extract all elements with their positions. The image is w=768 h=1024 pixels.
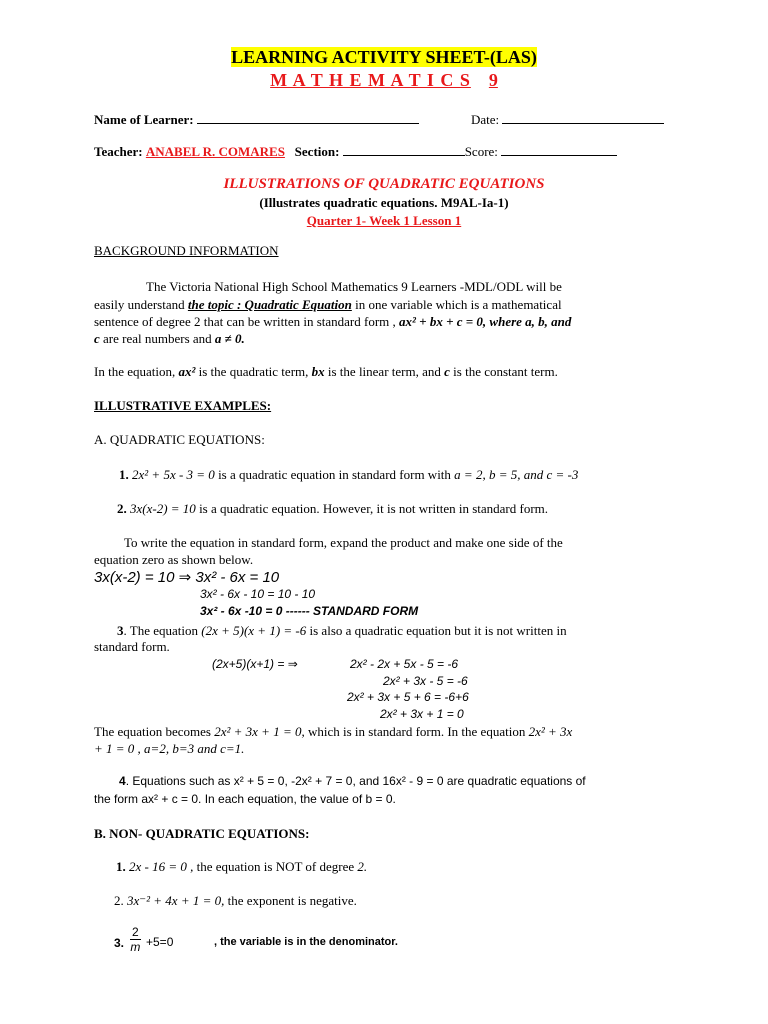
example-4-line-2: the form ax² + c = 0. In each equation, the value of b = 0. <box>94 792 396 806</box>
background-p1d: c are real numbers and a ≠ 0. <box>94 331 245 346</box>
example-4: 4. Equations such as x² + 5 = 0, -2x² + 7 = 0, and 16x² - 9 = 0 are quadratic equations of <box>119 774 586 788</box>
sheet-title: LEARNING ACTIVITY SHEET-(LAS) <box>231 47 537 67</box>
section-a-heading: A. QUADRATIC EQUATIONS: <box>94 432 265 447</box>
background-heading: BACKGROUND INFORMATION <box>94 243 279 258</box>
date-label: Date: <box>471 112 500 127</box>
score-label: Score: <box>464 144 498 159</box>
example-3-step-1: 2x² - 2x + 5x - 5 = -6 <box>350 657 459 671</box>
non-quadratic-1: 1. 2x - 16 = 0 , the equation is NOT of degree 2. <box>116 859 368 874</box>
section-label: Section: <box>294 144 340 159</box>
example-2-para-1: To write the equation in standard form, expand the product and make one side of the <box>124 535 563 550</box>
example-2-step-1: 3x(x-2) = 10 ⇒ 3x² - 6x = 10 <box>94 569 280 586</box>
example-3-result-1: The equation becomes 2x² + 3x + 1 = 0, which is in standard form. In the equation 2x² + 3x <box>94 724 573 739</box>
non-quadratic-3-text: , the variable is in the denominator. <box>214 936 398 948</box>
example-3-step-2: 2x² + 3x - 5 = -6 <box>383 674 468 688</box>
learner-name-field[interactable] <box>197 112 419 124</box>
example-3-step-3: 2x² + 3x + 5 + 6 = -6+6 <box>347 690 469 704</box>
background-p1a: The Victoria National High School Mathematics 9 Learners -MDL/ODL will be <box>146 279 562 294</box>
example-2-step-3: 3x² - 6x -10 = 0 ------ STANDARD FORM <box>200 604 419 618</box>
fraction-denominator: m <box>130 940 141 954</box>
example-2: 2. 3x(x-2) = 10 is a quadratic equation. However, it is not written in standard form. <box>117 501 549 516</box>
non-quadratic-3-rest: +5=0 <box>146 935 174 949</box>
non-quadratic-2: 2. 3x⁻² + 4x + 1 = 0, the exponent is negative. <box>114 893 357 908</box>
teacher-name: ANABEL R. COMARES <box>145 144 285 159</box>
subject-title: M A T H E M A T I C S <box>270 70 471 90</box>
grade-number: 9 <box>488 70 498 90</box>
fraction <box>130 925 141 954</box>
learner-line <box>94 112 419 128</box>
date-line <box>471 112 664 128</box>
background-p2: In the equation, ax² is the quadratic term, bx is the linear term, and c is the constant term. <box>94 364 558 379</box>
teacher-line <box>94 144 617 160</box>
non-quadratic-3-num: 3. <box>114 936 125 950</box>
example-3-step-4: 2x² + 3x + 1 = 0 <box>380 707 464 721</box>
standard-form-eq: ax² + bx + c = 0, <box>399 314 487 329</box>
example-3-lhs: (2x+5)(x+1) = ⇒ <box>212 657 298 671</box>
examples-heading: ILLUSTRATIVE EXAMPLES: <box>94 398 272 413</box>
teacher-label: Teacher: <box>94 144 143 159</box>
sheet-title-row <box>0 47 768 68</box>
subject-title-row <box>0 70 768 91</box>
example-3-line-2: standard form. <box>94 639 170 654</box>
learner-label: Name of Learner: <box>94 112 194 127</box>
section-field[interactable] <box>343 144 465 156</box>
fraction-numerator: 2 <box>132 925 139 939</box>
quarter-label: Quarter 1- Week 1 Lesson 1 <box>306 213 462 228</box>
topic-title: ILLUSTRATIONS OF QUADRATIC EQUATIONS <box>223 176 545 192</box>
example-3: 3. The equation (2x + 5)(x + 1) = -6 is also a quadratic equation but it is not written in <box>117 623 567 638</box>
score-field[interactable] <box>501 144 617 156</box>
example-3-result-2: + 1 = 0 , a=2, b=3 and c=1. <box>94 741 245 756</box>
topic-subtitle: (Illustrates quadratic equations. M9AL-Ia-1) <box>259 195 509 210</box>
date-field[interactable] <box>502 112 664 124</box>
example-1: 1. 2x² + 5x - 3 = 0 is a quadratic equation in standard form with a = 2, b = 5, and c = -3 <box>119 467 579 482</box>
section-b-heading: B. NON- QUADRATIC EQUATIONS: <box>94 826 310 841</box>
background-p1b: easily understand the topic : Quadratic Equation in one variable which is a mathematical <box>94 297 562 312</box>
non-quadratic-3-fraction <box>130 925 141 954</box>
example-2-step-2: 3x² - 6x - 10 = 10 - 10 <box>200 587 316 601</box>
example-2-para-2: equation zero as shown below. <box>94 552 254 567</box>
topic-highlight: the topic : Quadratic Equation <box>187 297 352 312</box>
background-p1c: sentence of degree 2 that can be written in standard form , ax² + bx + c = 0, where a, b, and <box>94 314 572 329</box>
